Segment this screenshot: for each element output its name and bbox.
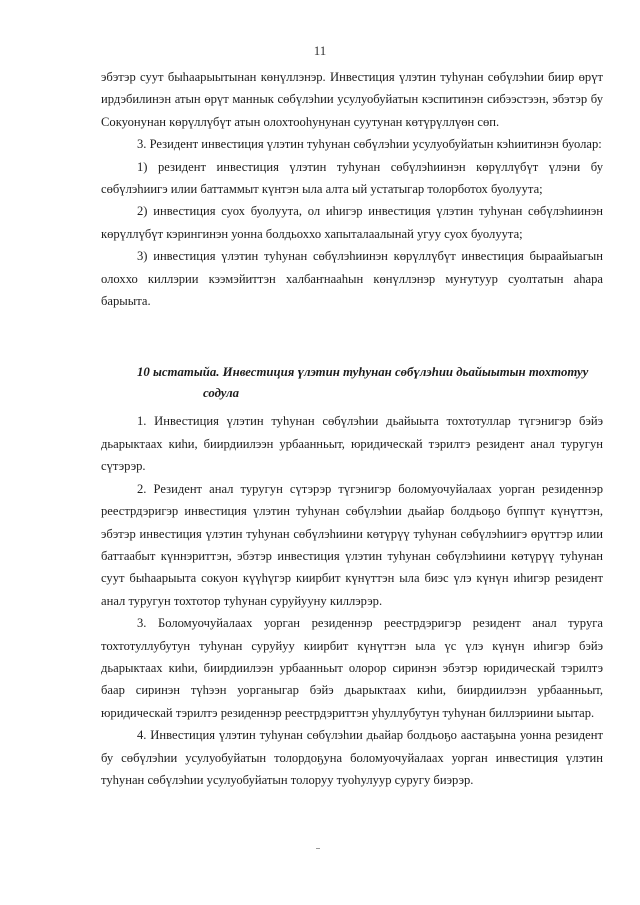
paragraph-clause-2: 2. Резидент анал туругун сүтэрэр түгэнигэр боломуочуйалаах уорган резиденнэр реестрдэригэр инвестиция үлэтин туһунан сөбүлэһии дьайар болдьоҕо бүппүт күнүттэн, эбэтэр инвестиция үлэтин туһунан сөбүлэһиини көтүрүү туһунан сөбүлэһиигэ өрүттэр илии баттаабыт күннэриттэн, эбэтэр инвестиция үлэтин туһунан сөбүлэһиини көтүрүү туһунан суут быһаарыыта сокуон күүһүгэр киирбит күнүттэн ыла биэс үлэ күнүн иһигэр резидент анал туругун тохтотор туһунан суруйууну киллэрэр. (101, 481, 603, 608)
article-heading: 10 ыстатыйа. Инвестиция үлэтин туһунан сөбүлэһии дьайыытын тохтотуу (137, 365, 589, 380)
paragraph-clause-3: 3. Резидент инвестиция үлэтин туһунан сөбүлэһии усулуобуйатын кэһиитинэн буолар: (137, 137, 602, 152)
list-item-2: 2) инвестиция суох буолуута, ол иһигэр инвестиция үлэтин туһунан сөбүлэһиинэн көрүллүбүт кэрингинэн уонна болдьоххо хапыталаалынай угуу суох буолуута; (101, 204, 603, 241)
document-body (101, 66, 603, 791)
paragraph-clause-3b: 3. Боломуочуйалаах уорган резиденнэр реестрдэригэр резидент анал туруга тохтотуллубутун туһунан суруйуу киирбит күнүттэн ыла үс үлэ күнүн иһигэр бэйэ дьарыктаах киһи, биирдиилээн урбаанньыт олорор сиринэн эбэтэр юридическай тэрилтэ баар сиринэн түһээн уорганыгар бэйэ дьарыктаах киһи, биирдиилээн урбаанньыт, юридическай тэрилтэ резиденнэр реестрдэриттэн уһуллубутун туһунан биллэриини ыытар. (101, 616, 603, 720)
paragraph-clause-1: 1. Инвестиция үлэтин туһунан сөбүлэһии дьайыыта тохтотуллар түгэнигэр бэйэ дьарыктаах киһи, биирдиилээн урбаанньыт, юридическай тэрилтэ резидент анал туругун сүтэрэр. (101, 414, 603, 474)
paragraph-clause-4: 4. Инвестиция үлэтин туһунан сөбүлэһии дьайар болдьоҕо аастаҕына уонна резидент бу сөбүлэһии усулуобуйатын толордоҕуна боломуочуйалаах уорган инвестиция үлэтин туһунан сөбүлэһии усулуобуйатын толоруу туоһулуур суругу биэрэр. (101, 728, 603, 787)
list-item-1: 1) резидент инвестиция үлэтин туһунан сөбүлэһиинэн көрүллүбүт үлэни бу сөбүлэһиигэ илии баттаммыт күнтэн ыла алта ый устатыгар толорботох буолуута; (101, 159, 603, 197)
article-heading-continuation: содула (203, 386, 240, 401)
list-item-3: 3) инвестиция үлэтин туһунан сөбүлэһиинэн көрүллүбүт инвестиция быраайыагын олоххо киллэрии кээмэйиттэн халбаҥнааһын көнүллэнэр муҥутуур суолтатын аһара барыыта. (101, 249, 603, 309)
scan-mark (316, 848, 320, 849)
page-number: 11 (313, 43, 327, 58)
paragraph-continuation: эбэтэр суут быһаарыытынан көнүллэнэр. Инвестиция үлэтин туһунан сөбүлэһии биир өрүт ирдэбилинэн атын өрүт маннык сөбүлэһии усулуобуйатын кэспитинэн сибээстээн, эбэтэр бу Сокуонунан көрүллүбүт атын олохтооһунунан суутунан көтүрүллүөн сөп. (101, 70, 603, 129)
